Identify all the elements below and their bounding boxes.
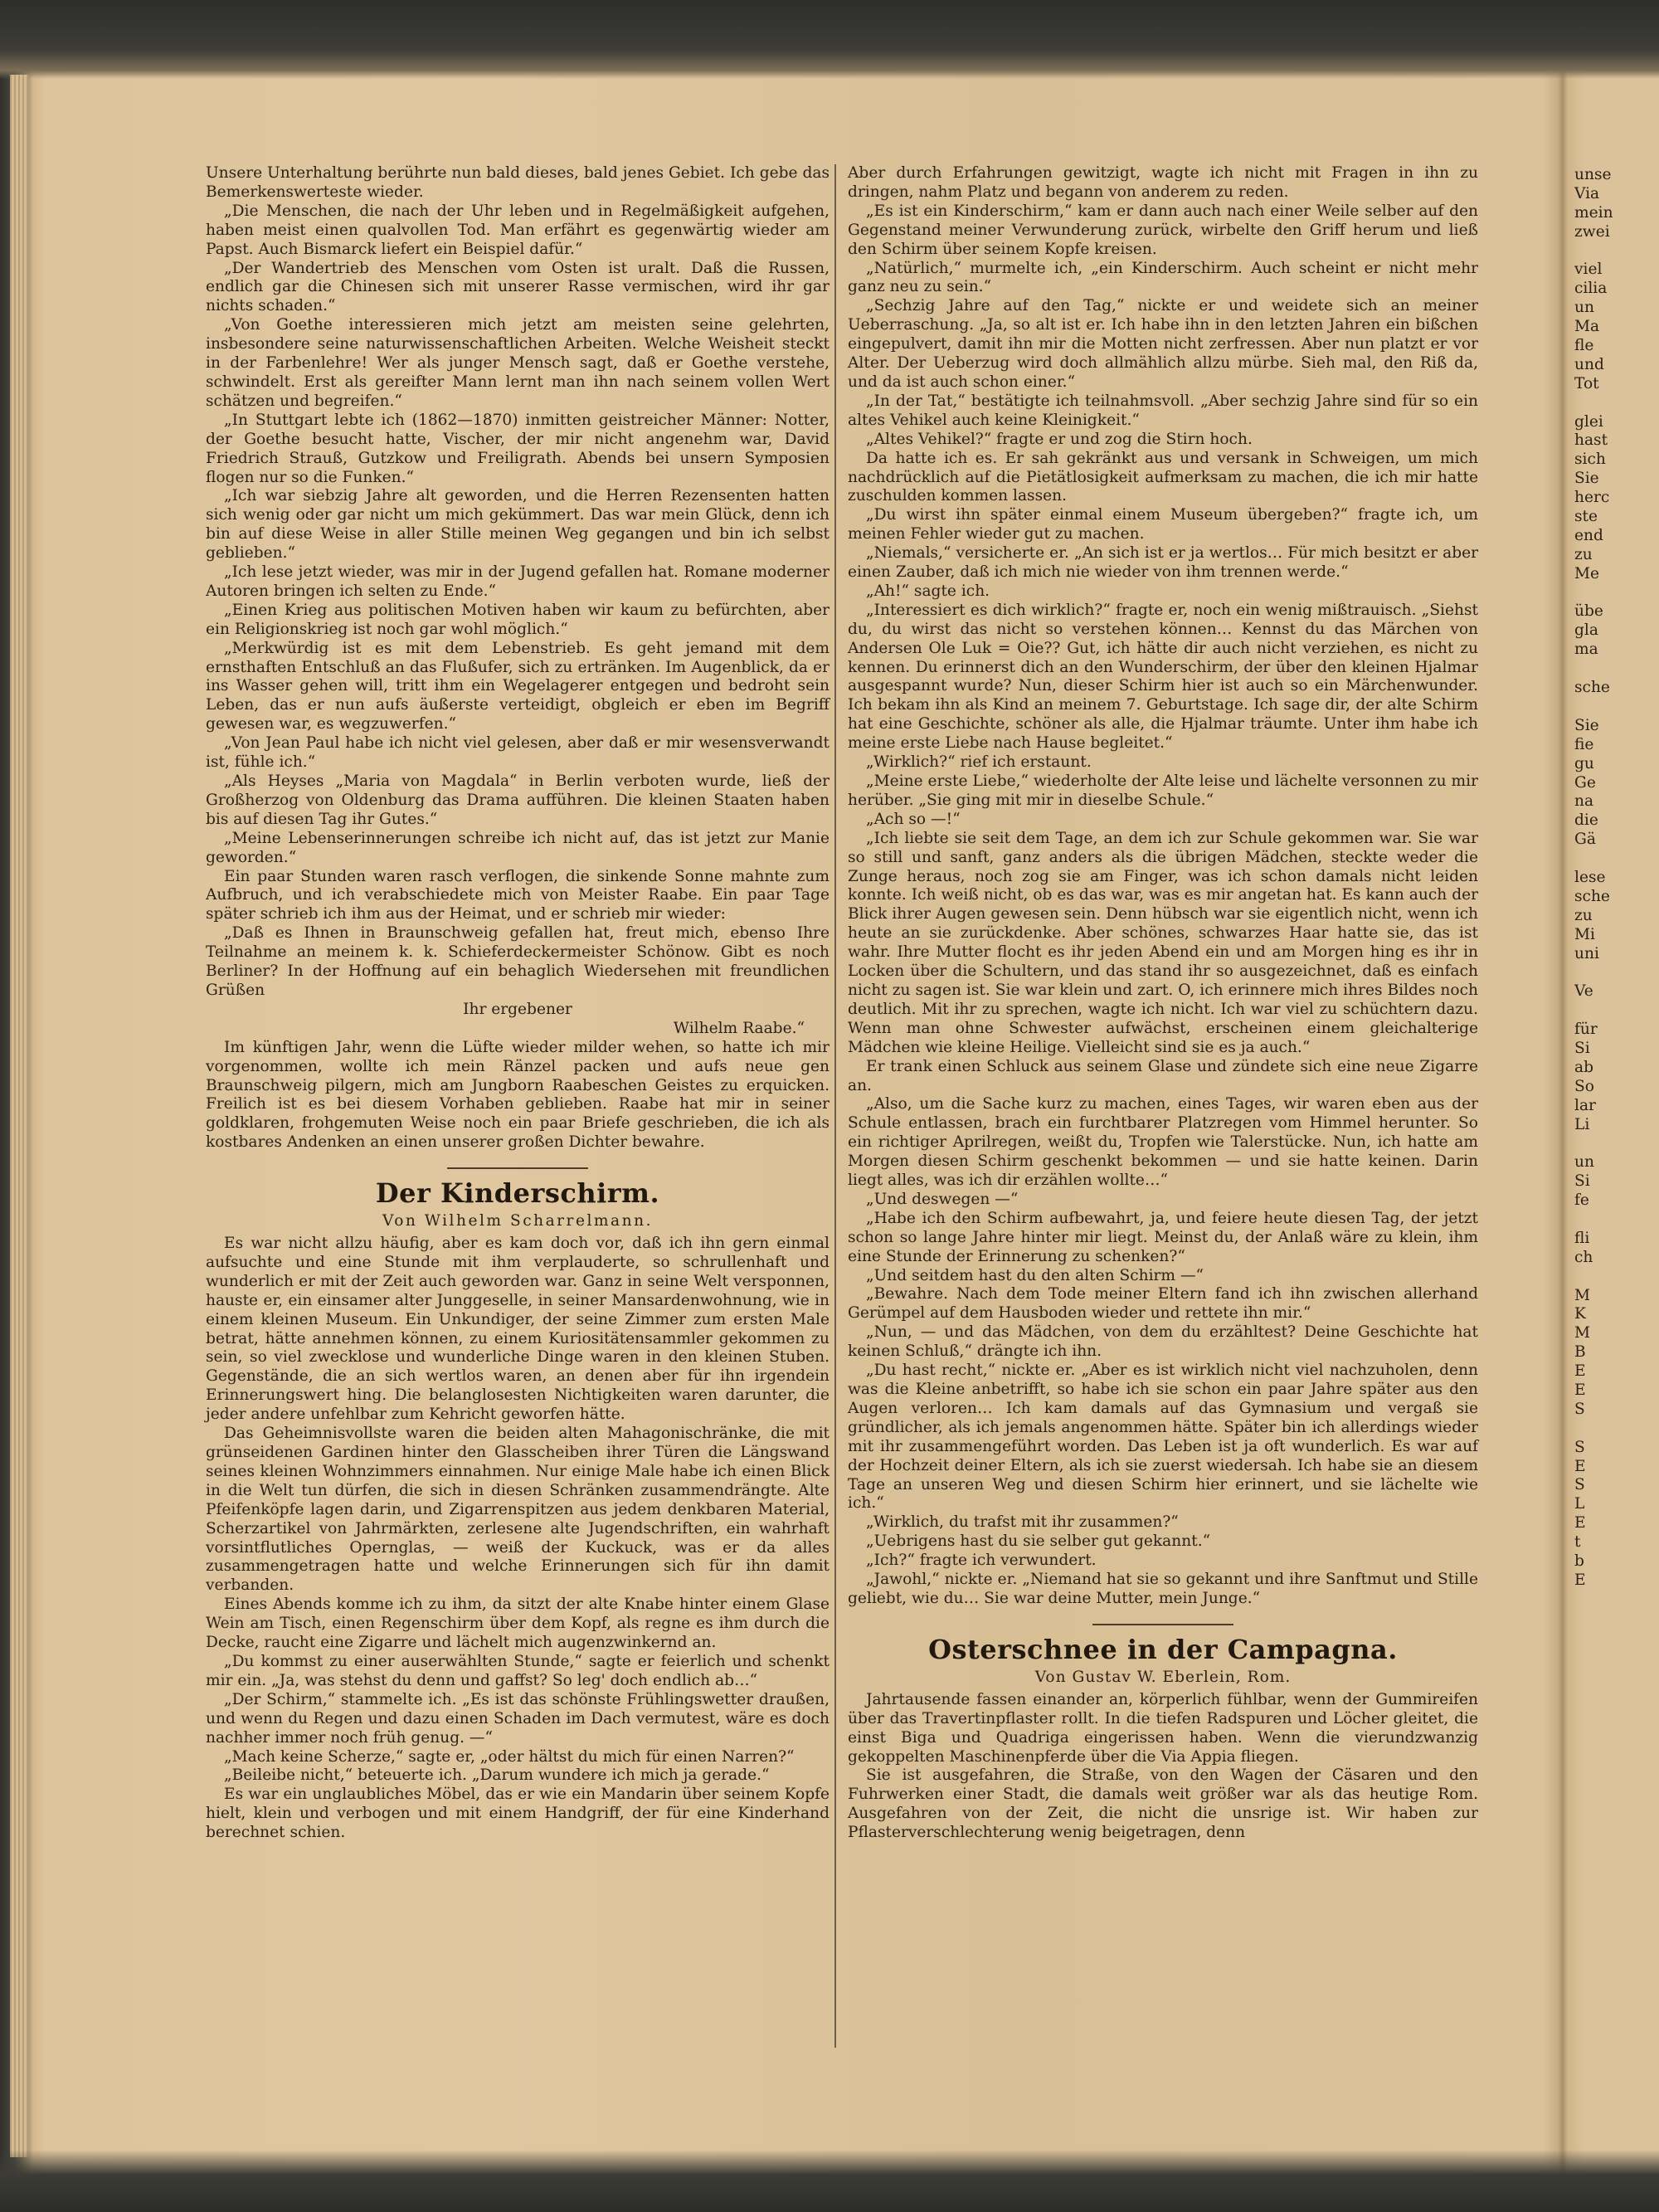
paragraph: „Ich liebte sie seit dem Tage, an dem ich zur Schule gekommen war. Sie war so still und sanft, ganz anders als die übrigen Mädchen, steckte weder die Zunge heraus, noch zog sie am Finger, was ich schon damals nicht leiden konnte. Ich weiß nicht, ob es das war, was es mir angetan hat. Es kann auch der Blick ihrer Augen gewesen sein. Denn hübsch war sie eigentlich nicht, wenn ich heute an sie zurückdenke. Aber schönes, schwarzes Haar hatte sie, das ist wahr. Ihre Mutter flocht es ihr jeden Abend ein und am Morgen hing es ihr in Locken über die Schultern, und das stand ihr so ausgezeichnet, daß es einfach nicht zu sagen ist. Sie war klein und zart. O, ich erinnere mich ihres Bildes noch deutlich. Mit ihr zu sprechen, wagte ich nicht. Ich war viel zu schüchtern dazu. Wenn man ohne Schwester aufwächst, erscheinen einem gleichalterige Mädchen wie kleine Heilige. Vielleicht sind sie es ja auch.“ bbox=[848, 829, 1478, 1056]
edge-fragment: M bbox=[1574, 1286, 1591, 1304]
edge-fragment: ab bbox=[1574, 1058, 1593, 1076]
edge-fragment: Tot bbox=[1574, 374, 1599, 392]
edge-fragment: fle bbox=[1574, 337, 1594, 355]
edge-fragment: Ge bbox=[1574, 773, 1596, 792]
edge-fragment: un bbox=[1574, 1153, 1594, 1172]
paragraph: „Beileibe nicht,“ beteuerte ich. „Darum wundere ich mich ja gerade.“ bbox=[224, 1766, 770, 1785]
paragraph: Jahrtausende fassen einander an, körperlich fühlbar, wenn der Gummireifen über das Travertinpflaster rollt. In die tiefen Radspuren und Löcher gleitet, die einst Biga und Quadriga eingerissen haben. Wenn die vierundzwanzig gekoppelten Maschinenpferde über die Via Appia fliegen. bbox=[848, 1690, 1478, 1766]
edge-fragment: uni bbox=[1574, 944, 1599, 962]
edge-fragment: Si bbox=[1574, 1172, 1590, 1191]
paragraph: „Ich?“ fragte ich verwundert. bbox=[866, 1552, 1097, 1570]
edge-fragment: zu bbox=[1574, 545, 1593, 563]
edge-fragment: t bbox=[1574, 1533, 1581, 1552]
paragraph: „Bewahre. Nach dem Tode meiner Eltern fand ich ihn zwischen allerhand Gerümpel auf dem Hausboden wieder und rettete ihn mir.“ bbox=[848, 1285, 1478, 1323]
edge-fragment: un bbox=[1574, 299, 1594, 317]
paragraph: „Ach so —!“ bbox=[866, 810, 961, 828]
paragraph: „Du kommst zu einer auserwählten Stunde,“ sagte er feierlich und schenkt mir ein. „Ja, was stehst du denn und gaffst? So leg' doch endlich ab…“ bbox=[206, 1652, 830, 1689]
edge-fragment: hast bbox=[1574, 431, 1608, 450]
edge-fragment: für bbox=[1574, 1021, 1598, 1039]
edge-fragment: cilia bbox=[1574, 280, 1608, 298]
right-column bbox=[848, 164, 1478, 1843]
edge-fragment: unse bbox=[1574, 166, 1612, 183]
paragraph: „Interessiert es dich wirklich?“ fragte er, noch ein wenig mißtrauisch. „Siehst du, du wirst das nicht so verstehen können… Kennst du das Märchen von Andersen Ole Luk = Oie?? Gut, ich hätte dir auch nicht verziehen, es nicht zu kennen. Du erinnerst dich an den Wunderschirm, der über den kleinen Hjalmar ausgespannt wurde? Nun, dieser Schirm hier ist auch so ein Märchenwunder. Ich bekam ihn als Kind an meinem 7. Geburtstage. Ich sage dir, der alte Schirm hat eine Geschichte, schöner als alle, die Hjalmar träumte. Unter ihm habe ich meine erste Liebe nach Hause begleitet.“ bbox=[848, 601, 1478, 753]
paragraph: „Wirklich?“ rief ich erstaunt. bbox=[866, 753, 1092, 772]
paragraph: „Es ist ein Kinderschirm,“ kam er dann auch nach einer Weile selber auf den Gegenstand meiner Verwunderung zurück, wirbelte den Griff herum und ließ den Schirm über seinem Kopfe kreisen. bbox=[848, 202, 1478, 258]
paragraph: Es war ein unglaubliches Möbel, das er wie ein Mandarin über seinem Kopfe hielt, klein und verbogen und mit einem Handgriff, der für eine Kinderhand berechnet schien. bbox=[206, 1786, 830, 1842]
edge-fragment bbox=[1574, 584, 1659, 603]
paragraph: „Altes Vehikel?“ fragte er und zog die Stirn hoch. bbox=[866, 430, 1253, 448]
paragraph: „In der Tat,“ bestätigte ich teilnahmsvoll. „Aber sechzig Jahre sind für so ein altes Vehikel auch keine Kleinigkeit.“ bbox=[848, 392, 1478, 429]
paragraph: „Ich war siebzig Jahre alt geworden, und die Herren Rezensenten hatten sich wenig oder gar nicht um mich gekümmert. Das war mein Glück, denn ich bin auf diese Weise in aller Stille meinen Weg gegangen und bin ich selbst geblieben.“ bbox=[206, 487, 830, 563]
edge-fragment: lese bbox=[1574, 868, 1606, 886]
edge-fragment: ma bbox=[1574, 641, 1598, 659]
paragraph: „Der Wandertrieb des Menschen vom Osten ist uralt. Daß die Russen, endlich gar die Chinesen sich mit unserer Rasse vermischen, wird ihr gar nichts schaden.“ bbox=[206, 259, 830, 315]
edge-fragment: E bbox=[1574, 1571, 1586, 1589]
paragraph: „Also, um die Sache kurz zu machen, eines Tages, wir waren eben aus der Schule entlassen, brach ein furchtbarer Platzregen vom Himmel herunter. So ein richtiger Aprilregen, weißt du, Tropfen wie Talerstücke. Nun, ich hatte am Morgen diesen Schirm geschenkt bekommen — und sie hatte keinen. Darin liegt alles, was ich dir erzählen wollte…“ bbox=[848, 1095, 1478, 1190]
letter-closing: Ihr ergebener bbox=[463, 1000, 572, 1018]
paragraph: „Der Schirm,“ stammelte ich. „Es ist das schönste Frühlingswetter draußen, und wenn du Regen und dazu einen Schaden im Dach vermutest, wäre es doch nachher immer noch früh genug. —“ bbox=[206, 1690, 830, 1747]
letter-quote: „Daß es Ihnen in Braunschweig gefallen hat, freut mich, ebenso Ihre Teilnahme an meinem k. k. Schieferdeckermeister Schönow. Gibt es noch Berliner? In der Hoffnung auf ein behaglich Wiedersehen mit freundlichen Grüßen bbox=[206, 924, 830, 999]
paragraph: Da hatte ich es. Er sah gekränkt aus und versank in Schweigen, um mich nachdrücklich auf die Pietätlosigkeit aufmerksam zu machen, die ich mir hatte zuschulden kommen lassen. bbox=[848, 449, 1478, 505]
edge-fragment bbox=[1574, 394, 1659, 413]
edge-fragment: M bbox=[1574, 1324, 1591, 1342]
paragraph: „Mach keine Scherze,“ sagte er, „oder hältst du mich für einen Narren?“ bbox=[224, 1747, 795, 1766]
edge-fragment bbox=[1574, 1420, 1659, 1439]
edge-fragment: ch bbox=[1574, 1248, 1593, 1266]
paragraph: „Meine Lebenserinnerungen schreibe ich nicht auf, das ist jetzt zur Manie geworden.“ bbox=[206, 829, 830, 866]
edge-fragment: ste bbox=[1574, 508, 1598, 526]
book-edge bbox=[10, 75, 28, 2157]
article-byline: Von Wilhelm Scharrelmann. bbox=[382, 1212, 653, 1230]
edge-fragment: B bbox=[1574, 1343, 1586, 1362]
paragraph: „Uebrigens hast du sie selber gut gekannt.“ bbox=[866, 1532, 1211, 1551]
edge-fragment: S bbox=[1574, 1400, 1585, 1418]
edge-fragment: b bbox=[1574, 1552, 1584, 1571]
edge-fragment: E bbox=[1574, 1457, 1586, 1475]
edge-fragment: Gä bbox=[1574, 831, 1596, 849]
column-rule bbox=[834, 164, 836, 2048]
paragraph: „Jawohl,“ nickte er. „Niemand hat sie so gekannt und ihre Sanftmut und Stille geliebt, wie du… Sie war deine Mutter, mein Junge.“ bbox=[848, 1571, 1478, 1607]
edge-fragment: zu bbox=[1574, 906, 1593, 924]
paragraph: „Die Menschen, die nach der Uhr leben und in Regelmäßigkeit aufgehen, haben meist einen qualvollen Tod. Man erfährt es gegenwärtig wieder am Papst. Auch Bismarck liefert ein Beispiel dafür.“ bbox=[206, 202, 830, 258]
edge-fragment: herc bbox=[1574, 489, 1610, 507]
paragraph: „Niemals,“ versicherte er. „An sich ist er ja wertlos… Für mich besitzt er aber einen Zauber, daß ich mich nie wieder von ihm trennen werde.“ bbox=[848, 544, 1478, 582]
paragraph: Das Geheimnisvollste waren die beiden alten Mahagonischränke, die mit grünseidenen Gardinen hinter den Glasscheiben ihrer Türen die Längswand seines kleinen Wohnzimmers einnahmen. Nur einige Male habe ich einen Blick in die Welt tun dürfen, die sich in diesen Schränken zusammendrängte. Alte Pfeifenköpfe lagen darin, und Zigarrenspitzen aus jedem denkbaren Material, Scherzartikel von Jahrmärkten, zerlesene alte Jugendschriften, ein wahrhaft vorsintflutliches Opernglas, — weiß der Kuckuck, was er da alles zusammengetragen hatte und welche Erinnerungen sich für ihn damit verbanden. bbox=[206, 1425, 830, 1595]
edge-fragment bbox=[1574, 698, 1659, 717]
edge-fragment: Mi bbox=[1574, 925, 1595, 943]
edge-fragment: Me bbox=[1574, 564, 1600, 582]
edge-fragment: zwei bbox=[1574, 222, 1610, 241]
paragraph: Eines Abends komme ich zu ihm, da sitzt der alte Knabe hinter einem Glase Wein am Tisch, einen Regenschirm über dem Kopf, als regne es ihm durch die Decke, raucht eine Zigarre und lächelt mich augenzwinkernd an. bbox=[206, 1596, 830, 1652]
edge-fragment: K bbox=[1574, 1305, 1586, 1323]
edge-fragment bbox=[1574, 1211, 1659, 1230]
edge-fragment bbox=[1574, 1134, 1659, 1153]
paragraph: Aber durch Erfahrungen gewitzigt, wagte ich nicht mit Fragen in ihn zu dringen, nahm Platz und begann von anderem zu reden. bbox=[848, 164, 1478, 201]
edge-fragment bbox=[1574, 242, 1659, 261]
paragraph: „Und deswegen —“ bbox=[866, 1190, 1019, 1208]
edge-fragment: E bbox=[1574, 1514, 1586, 1532]
edge-fragment: S bbox=[1574, 1438, 1585, 1456]
paragraph: „Als Heyses „Maria von Magdala“ in Berlin verboten wurde, ließ der Großherzog von Oldenburg das Drama aufführen. Die kleinen Staaten haben bis auf diesen Tag ihr Gutes.“ bbox=[206, 772, 830, 828]
article-title: Osterschnee in der Campagna. bbox=[928, 1633, 1398, 1665]
paragraph: „Meine erste Liebe,“ wiederholte der Alte leise und lächelte versonnen zu mir herüber. „Sie ging mit mir in dieselbe Schule.“ bbox=[848, 772, 1478, 809]
paragraph: „In Stuttgart lebte ich (1862—1870) inmitten geistreicher Männer: Notter, der Goethe besucht hatte, Vischer, der mir nicht angenehm war, David Friedrich Strauß, Gutzkow und Freiligrath. Abends bei unsern Symposien flogen nur so die Funken.“ bbox=[206, 411, 830, 486]
paragraph: Im künftigen Jahr, wenn die Lüfte wieder milder wehen, so hatte ich mir vorgenommen, wollte ich mein Ränzel packen und aufs neue gen Braunschweig pilgern, mich am Jungborn Raabeschen Geistes zu erquicken. Freilich ist es bei diesem Vorhaben geblieben. Raabe hat mir in seiner goldklaren, frohgemuten Weise noch ein paar Briefe geschrieben, die ich als kostbares Andenken an einen unserer großen Dichter bewahre. bbox=[206, 1038, 830, 1152]
paragraph: „Von Goethe interessieren mich jetzt am meisten seine gelehrten, insbesondere seine naturwissenschaftlichen Arbeiten. Welche Weisheit steckt in der Farbenlehre! Wer als junger Mensch sagt, daß er Goethe verstehe, schwindelt. Erst als gereifter Mann lernt man ihn nach seinem vollen Wert schätzen und begreifen.“ bbox=[206, 316, 830, 410]
edge-fragment: glei bbox=[1574, 412, 1603, 431]
paragraph: „Und seitdem hast du den alten Schirm —“ bbox=[866, 1266, 1204, 1284]
edge-fragment: Li bbox=[1574, 1115, 1590, 1133]
edge-fragment: die bbox=[1574, 811, 1598, 830]
section-divider bbox=[1092, 1624, 1233, 1625]
edge-fragment: fie bbox=[1574, 735, 1594, 753]
paragraph: Er trank einen Schluck aus seinem Glase und zündete sich eine neue Zigarre an. bbox=[848, 1057, 1478, 1094]
paragraph: „Sechzig Jahre auf den Tag,“ nickte er und weidete sich an meiner Ueberraschung. „Ja, so alt ist er. Ich habe ihn in den letzten Jahren ein bißchen eingepulvert, damit ihn mir die Motten nicht zerfressen. Aber nun platzt er vor Alter. Der Ueberzug wird doch allmählich allzu mürbe. Sieh mal, den Riß da, und da ist auch schon einer.“ bbox=[848, 297, 1478, 391]
edge-fragment: lar bbox=[1574, 1096, 1596, 1114]
paragraph: „Ich lese jetzt wieder, was mir in der Jugend gefallen hat. Romane moderner Autoren bringen ich selten zu Ende.“ bbox=[206, 563, 830, 600]
paragraph: „Habe ich den Schirm aufbewahrt, ja, und feiere heute diesen Tag, der jetzt schon so lange Jahre hinter mir liegt. Meinst du, der Anlaß wäre zu klein, ihm eine Stunde der Erinnerung zu schenken?“ bbox=[848, 1209, 1478, 1265]
edge-fragment: Sie bbox=[1574, 470, 1599, 488]
edge-fragment: na bbox=[1574, 792, 1594, 811]
edge-fragment: Sie bbox=[1574, 716, 1599, 734]
paragraph: „Wirklich, du trafst mit ihr zusammen?“ bbox=[866, 1513, 1179, 1532]
edge-fragment: So bbox=[1574, 1077, 1594, 1095]
edge-fragment: Si bbox=[1574, 1039, 1590, 1057]
section-divider bbox=[447, 1167, 588, 1169]
edge-fragment: gla bbox=[1574, 621, 1598, 640]
edge-fragment: L bbox=[1574, 1495, 1585, 1513]
edge-fragment bbox=[1574, 660, 1659, 679]
edge-fragment: E bbox=[1574, 1362, 1586, 1381]
edge-fragment: Via bbox=[1574, 184, 1600, 202]
paragraph: „Du wirst ihn später einmal einem Museum übergeben?“ fragte ich, um meinen Fehler wieder gut zu machen. bbox=[848, 506, 1478, 543]
edge-fragment bbox=[1574, 963, 1659, 982]
edge-fragment: gu bbox=[1574, 754, 1594, 772]
edge-fragment bbox=[1574, 1001, 1659, 1021]
paragraph: „Merkwürdig ist es mit dem Lebenstrieb. Es geht jemand mit dem ernsthaften Entschluß an das Flußufer, sich zu ertränken. Im Augenblick, da er ins Wasser gehen will, tritt ihm ein Wegelagerer entgegen und bedroht sein Leben, das er nun aufs äußerste verteidigt, obgleich er eben im Begriff gewesen war, es wegzuwerfen.“ bbox=[206, 639, 830, 733]
paragraph: „Du hast recht,“ nickte er. „Aber es ist wirklich nicht viel nachzuholen, denn was die Kleine anbetrifft, so habe ich sie schon ein paar Jahre später aus den Augen verloren… Ich kam damals auf das Gymnasium und vergaß sie gründlicher, als ich jemals angenommen hätte. Später bin ich allerdings wieder mit ihr zusammengeführt worden. Das Leben ist ja oft wunderlich. Es war auf der Hochzeit deiner Eltern, als ich sie zuerst wiedersah. Ich habe sie an diesem Tage an unseren Weg und diesen Schirm hier erinnert, und sie lächelte wie ich.“ bbox=[848, 1362, 1478, 1513]
edge-fragment: fe bbox=[1574, 1191, 1589, 1210]
article-title: Der Kinderschirm. bbox=[375, 1177, 660, 1210]
edge-fragment: und bbox=[1574, 355, 1604, 373]
paragraph: Sie ist ausgefahren, die Straße, von den Wagen der Cäsaren und den Fuhrwerken einer Stadt, die damals weit größer war als das heutige Rom. Ausgefahren von der Zeit, die nicht die unsrige ist. Wir haben zur Pflasterverschlechterung wenig beigetragen, denn bbox=[848, 1766, 1478, 1842]
paragraph: „Ah!“ sagte ich. bbox=[866, 582, 990, 600]
edge-fragment bbox=[1574, 850, 1659, 869]
edge-fragment: E bbox=[1574, 1381, 1586, 1399]
paragraph: Es war nicht allzu häufig, aber es kam doch vor, daß ich ihn gern einmal aufsuchte und eine Stunde mit ihm verplauderte, so schrullenhaft und wunderlich er mit der Zeit auch geworden war. Ganz in seine Welt versponnen, hauste er, ein einsamer alter Junggeselle, in seiner Mansardenwohnung, wie in einem kleinen Museum. Ein Unkundiger, der seine Zimmer zum ersten Male betrat, hätte annehmen können, zu einem Kuriositätensammler gekommen zu sein, so viel zwecklose und wunderliche Dinge waren in den kleinen Stuben. Gegenstände, die an sich wertlos waren, an denen aber für ihn irgendein Erinnerungswert hing. Die belanglosesten Nichtigkeiten waren darunter, die jeder andere unfehlbar zum Kehricht geworfen hätte. bbox=[206, 1235, 830, 1424]
edge-fragment bbox=[1574, 1268, 1659, 1287]
left-column bbox=[206, 164, 830, 1843]
paragraph: „Nun, — und das Mädchen, von dem du erzähltest? Deine Geschichte hat keinen Schluß,“ drängte ich ihn. bbox=[848, 1323, 1478, 1361]
article-byline: Von Gustav W. Eberlein, Rom. bbox=[1034, 1668, 1292, 1686]
edge-fragment: übe bbox=[1574, 602, 1603, 621]
paragraph: Unsere Unterhaltung berührte nun bald dieses, bald jenes Gebiet. Ich gebe das Bemerkenswerteste wieder. bbox=[206, 164, 830, 201]
next-page-edge bbox=[1574, 166, 1659, 1591]
edge-fragment: Ve bbox=[1574, 982, 1593, 1001]
edge-fragment: sche bbox=[1574, 679, 1610, 697]
paragraph: „Von Jean Paul habe ich nicht viel gelesen, aber daß er mir wesensverwandt ist, fühle ich.“ bbox=[206, 734, 830, 772]
edge-fragment: viel bbox=[1574, 261, 1603, 279]
edge-fragment: sich bbox=[1574, 451, 1606, 469]
edge-fragment: Ma bbox=[1574, 318, 1600, 336]
edge-fragment: sche bbox=[1574, 887, 1610, 905]
paragraph: „Einen Krieg aus politischen Motiven haben wir kaum zu befürchten, aber ein Religionskrieg ist noch gar wohl möglich.“ bbox=[206, 601, 830, 638]
letter-signature: Wilhelm Raabe.“ bbox=[673, 1019, 805, 1037]
edge-fragment: fli bbox=[1574, 1229, 1590, 1247]
edge-fragment: S bbox=[1574, 1476, 1585, 1494]
paragraph: „Natürlich,“ murmelte ich, „ein Kinderschirm. Auch scheint er nicht mehr ganz neu zu sein.“ bbox=[848, 259, 1478, 296]
edge-fragment: end bbox=[1574, 526, 1603, 544]
paragraph: Ein paar Stunden waren rasch verflogen, die sinkende Sonne mahnte zum Aufbruch, und ich verabschiedete mich von Meister Raabe. Ein paar Tage später schrieb ich ihm aus der Heimat, und er schrieb mir wieder: bbox=[206, 867, 830, 923]
edge-fragment: mein bbox=[1574, 203, 1613, 222]
